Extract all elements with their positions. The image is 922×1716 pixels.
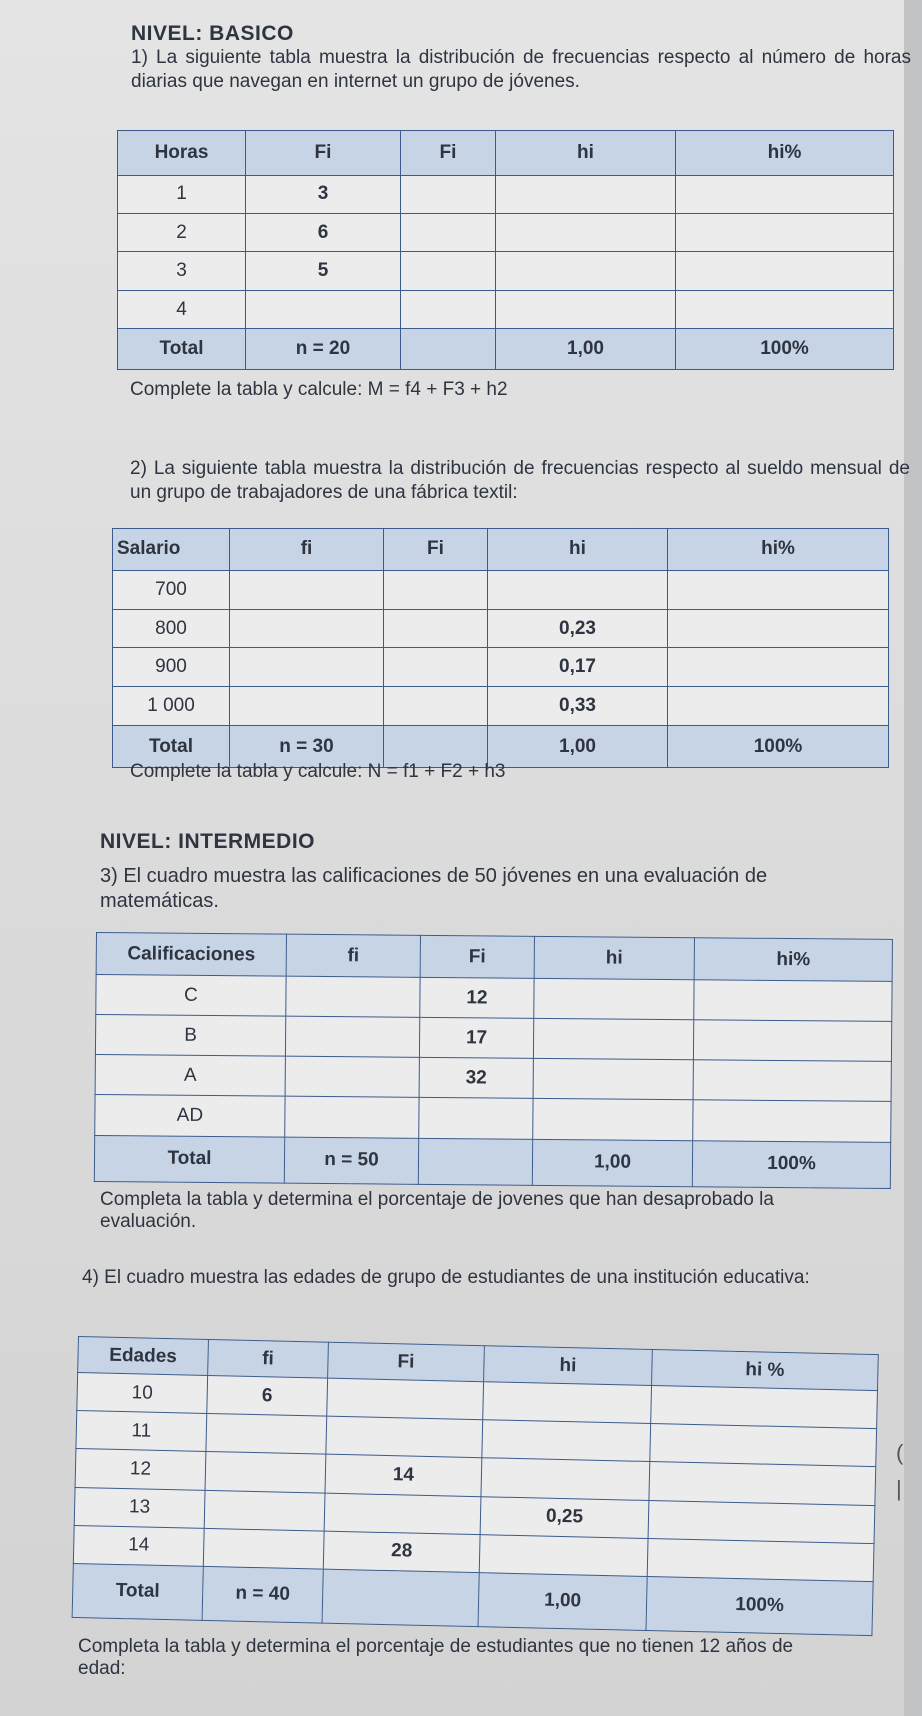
table-cell: 1 000 [113, 687, 230, 726]
problem-4-instruction: Completa la tabla y determina el porcentaje de estudiantes que no tienen 12 años de edad: [78, 1636, 794, 1679]
table-cell [483, 1382, 652, 1424]
table-cell: AD [95, 1095, 285, 1137]
table-cell [488, 570, 668, 609]
table-header: Fi [328, 1342, 485, 1382]
table-cell: 1,00 [478, 1572, 647, 1630]
table-cell [668, 609, 889, 648]
level-basic-heading: NIVEL: BASICO [131, 22, 294, 45]
table-cell: 1,00 [532, 1139, 692, 1187]
page-edge [904, 0, 922, 1716]
table-cell [648, 1500, 875, 1543]
table-cell [327, 1378, 484, 1420]
table-row [113, 570, 889, 609]
table-header: hi% [694, 938, 892, 982]
table-cell: 13 [74, 1487, 205, 1528]
table-header: fi [286, 934, 420, 977]
table-cell [496, 214, 676, 252]
table-cell [693, 1100, 891, 1142]
table-cell [534, 979, 694, 1020]
table-cell [668, 570, 889, 609]
table-cell: Total [113, 726, 230, 768]
table-header: hi [488, 529, 668, 571]
table-header: Fi [420, 935, 534, 978]
margin-mark: ( [896, 1440, 904, 1465]
table-cell: 5 [246, 252, 401, 290]
table-cell: 4 [118, 290, 246, 328]
problem-1-instruction: Complete la tabla y calcule: M = f4 + F3 + h2 [130, 379, 508, 400]
problem-1-statement: 1) La siguiente tabla muestra la distribución de frecuencias respecto al número de horas diarias que navegan en internet un grupo de jóvenes. [131, 47, 911, 92]
problem-3-table [94, 932, 893, 1189]
table-cell: 3 [118, 252, 246, 290]
table-cell [668, 687, 889, 726]
table-cell [496, 252, 676, 290]
table-cell: Total [72, 1563, 203, 1620]
table-header: hi [534, 936, 694, 980]
table-cell [651, 1386, 878, 1429]
table-cell: C [96, 975, 286, 1017]
table-cell: 1,00 [496, 329, 676, 370]
table-cell [401, 290, 496, 328]
table-cell [401, 214, 496, 252]
table-cell [676, 252, 894, 290]
table-cell: n = 20 [246, 329, 401, 370]
problem-2-table [112, 528, 889, 768]
table-cell: 0,33 [488, 687, 668, 726]
table-cell [533, 1099, 693, 1140]
table-cell: 0,23 [488, 609, 668, 648]
table-cell [384, 648, 488, 687]
table-cell [676, 175, 894, 213]
table-cell [384, 570, 488, 609]
table-cell [533, 1059, 693, 1100]
table-cell: 1 [118, 175, 246, 213]
table-cell [668, 648, 889, 687]
table-header: Fi [401, 131, 496, 176]
table-header: fi [208, 1339, 329, 1378]
table-header: hi % [652, 1350, 879, 1391]
table-total-row [118, 329, 894, 370]
table-cell: 14 [73, 1525, 204, 1566]
table-row [95, 1055, 891, 1102]
table-cell [204, 1490, 325, 1531]
table-cell: Total [94, 1135, 284, 1183]
table-cell: n = 40 [202, 1566, 323, 1623]
problem-4-statement: 4) El cuadro muestra las edades de grupo de estudiantes de una institución educativa: [82, 1267, 810, 1288]
table-cell [230, 570, 384, 609]
table-cell [230, 687, 384, 726]
table-header: hi% [676, 131, 894, 176]
table-cell [676, 290, 894, 328]
table-header: hi [484, 1346, 653, 1386]
table-header: fi [230, 529, 384, 571]
table-cell: 6 [246, 214, 401, 252]
table-cell: 700 [113, 570, 230, 609]
table-row [118, 175, 894, 213]
table-cell [693, 1060, 891, 1102]
table-cell: n = 50 [284, 1137, 418, 1185]
table-cell [496, 175, 676, 213]
level-intermediate-heading: NIVEL: INTERMEDIO [100, 830, 316, 853]
table-cell: n = 30 [230, 726, 384, 768]
table-cell [650, 1424, 877, 1467]
problem-4-table [72, 1336, 879, 1636]
table-cell [481, 1458, 650, 1500]
table-header: Horas [118, 131, 246, 176]
table-cell: 11 [76, 1411, 207, 1452]
table-cell [384, 609, 488, 648]
table-cell: 800 [113, 609, 230, 648]
table-row [118, 252, 894, 290]
table-cell [206, 1414, 327, 1455]
table-header: Fi [246, 131, 401, 176]
table-total-row [94, 1135, 890, 1188]
table-cell: 3 [246, 175, 401, 213]
table-header: Edades [78, 1337, 209, 1376]
problem-2-statement: 2) La siguiente tabla muestra la distribución de frecuencias respecto al sueldo mensual de un grupo de trabajadores de una fábrica textil: [130, 458, 910, 503]
table-cell: 6 [207, 1376, 328, 1417]
table-cell: 12 [75, 1449, 206, 1490]
table-row [113, 648, 889, 687]
table-cell [285, 1016, 419, 1057]
problem-3-statement: 3) El cuadro muestra las calificaciones de 50 jóvenes en una evaluación de matemáticas. [100, 865, 768, 912]
table-row [113, 609, 889, 648]
table-cell [676, 214, 894, 252]
table-header: hi% [668, 529, 889, 571]
table-cell [479, 1534, 648, 1576]
table-row [95, 1095, 891, 1142]
table-cell [419, 1098, 533, 1139]
table-cell [384, 687, 488, 726]
table-row [118, 214, 894, 252]
table-row [113, 687, 889, 726]
table-row [95, 1015, 891, 1062]
table-cell: 12 [420, 978, 534, 1019]
table-header: Fi [384, 529, 488, 571]
table-cell [322, 1569, 479, 1627]
table-cell [285, 1057, 419, 1098]
table-cell: Total [118, 329, 246, 370]
table-cell: 32 [419, 1058, 533, 1099]
table-cell [401, 252, 496, 290]
table-cell: 0,25 [480, 1496, 649, 1538]
table-cell [401, 175, 496, 213]
table-cell [286, 976, 420, 1017]
table-cell: 100% [676, 329, 894, 370]
table-cell [533, 1019, 693, 1060]
table-cell: 2 [118, 214, 246, 252]
table-cell [694, 980, 892, 1022]
table-cell: 10 [77, 1373, 208, 1414]
table-cell [496, 290, 676, 328]
table-cell [649, 1462, 876, 1505]
table-cell [230, 609, 384, 648]
table-cell: 14 [325, 1455, 482, 1497]
table-cell [324, 1493, 481, 1535]
problem-3-instruction: Completa la tabla y determina el porcentaje de jovenes que han desaprobado la evaluación. [100, 1189, 774, 1232]
margin-mark: | [896, 1476, 902, 1501]
table-row [118, 290, 894, 328]
table-cell: 17 [419, 1018, 533, 1059]
table-cell [205, 1452, 326, 1493]
table-row [96, 975, 892, 1022]
table-header: Calificaciones [96, 933, 286, 977]
table-header: hi [496, 131, 676, 176]
table-cell: 1,00 [488, 726, 668, 768]
table-cell [482, 1420, 651, 1462]
problem-1-table [117, 130, 894, 370]
table-cell: A [95, 1055, 285, 1097]
table-cell: 100% [646, 1576, 873, 1635]
table-cell [246, 290, 401, 328]
problem-2-instruction: Complete la tabla y calcule: N = f1 + F2 + h3 [130, 761, 506, 782]
table-cell: 100% [692, 1140, 890, 1188]
table-cell [326, 1416, 483, 1458]
table-cell: 900 [113, 648, 230, 687]
table-cell [418, 1138, 532, 1185]
table-cell: 28 [323, 1531, 480, 1573]
table-cell [285, 1097, 419, 1138]
table-cell [647, 1538, 874, 1581]
table-cell: 100% [668, 726, 889, 768]
table-cell [401, 329, 496, 370]
table-cell [203, 1528, 324, 1569]
table-cell: 0,17 [488, 648, 668, 687]
table-cell [693, 1020, 891, 1062]
table-header: Salario [113, 529, 230, 571]
table-cell [230, 648, 384, 687]
table-cell: B [95, 1015, 285, 1057]
